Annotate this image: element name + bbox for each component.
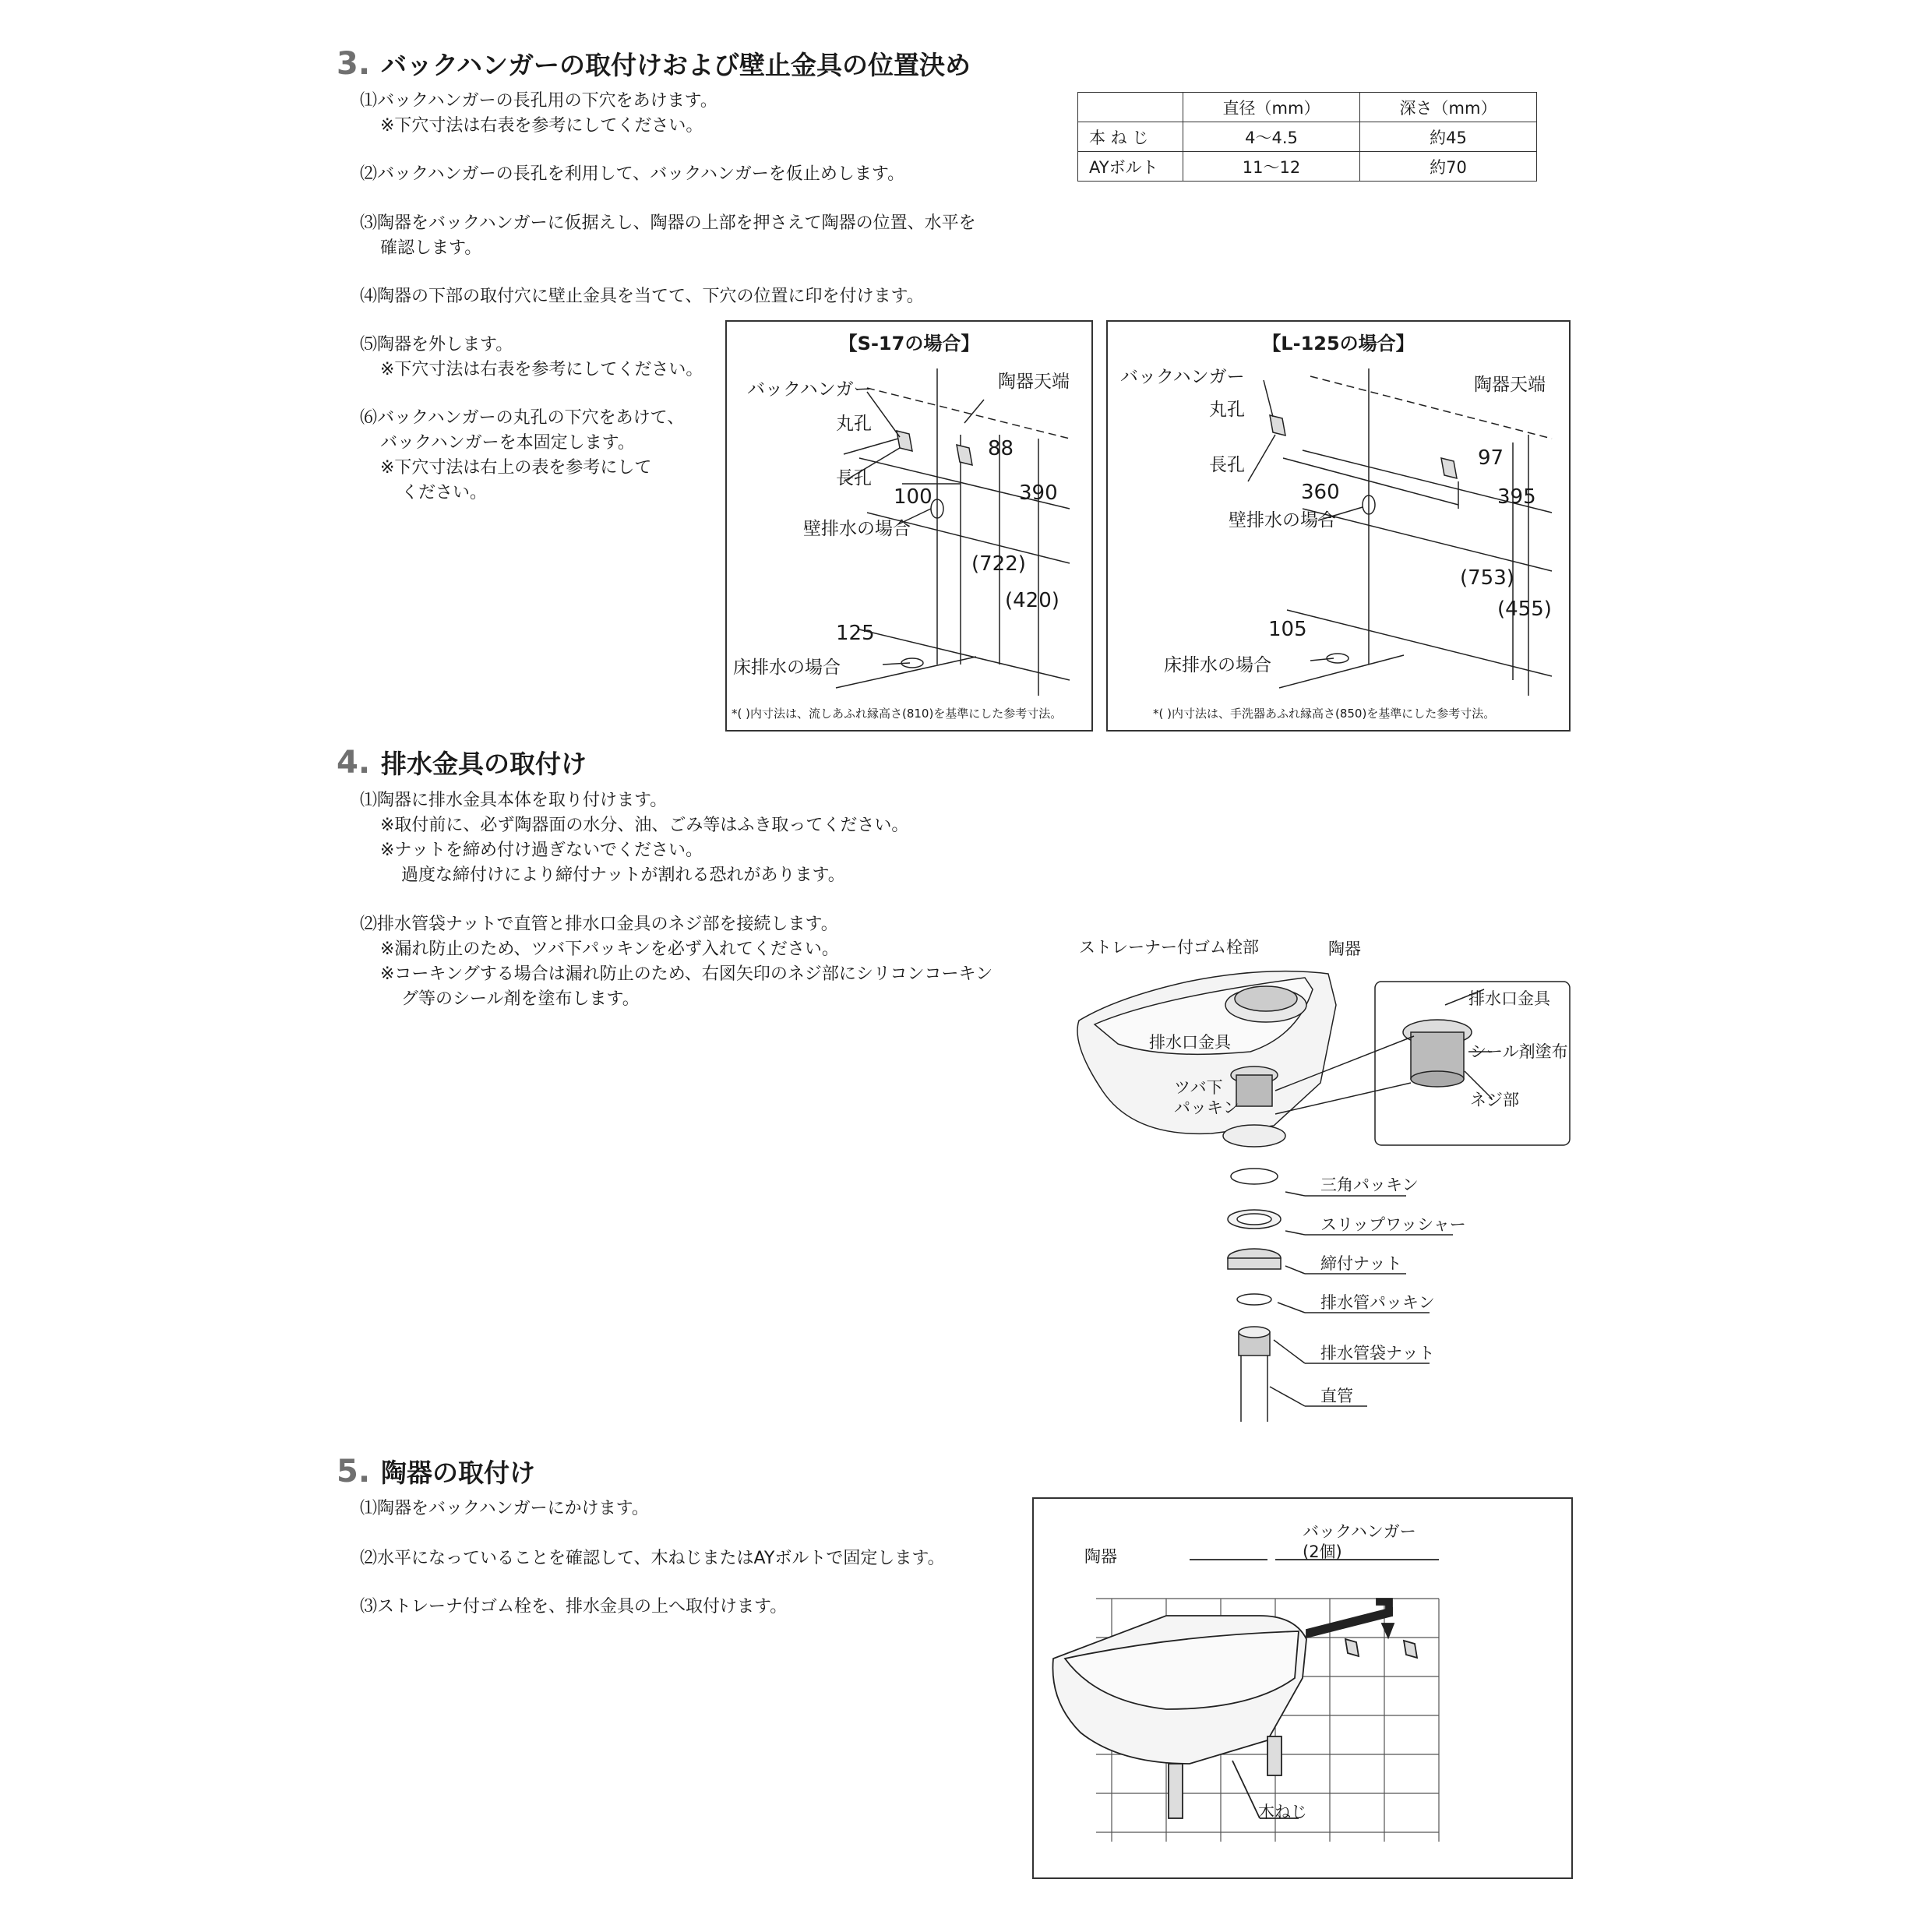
- section4-title: 排水金具の取付け: [381, 749, 587, 779]
- s5-step3: ⑶ストレーナ付ゴム栓を、排水金具の上へ取付けます。: [360, 1597, 788, 1616]
- table-cell: AYボルト: [1078, 152, 1183, 182]
- label-back-hanger: バックハンガー: [747, 379, 872, 400]
- table-cell: 約45: [1360, 122, 1537, 152]
- dim-390: 390: [1019, 481, 1058, 505]
- pilot-hole-table: [1077, 92, 1537, 182]
- s4-step2: ⑵排水管袋ナットで直管と排水口金具のネジ部を接続します。: [360, 915, 838, 934]
- s3-step2: ⑵バックハンガーの長孔を利用して、バックハンガーを仮止めします。: [360, 164, 905, 184]
- s5-step2: ⑵水平になっていることを確認して、木ねじまたはAYボルトで固定します。: [360, 1549, 945, 1568]
- dim-722: (722): [971, 552, 1026, 576]
- dim-88: 88: [988, 437, 1014, 460]
- s3-step5: ⑸陶器を外します。: [360, 335, 513, 354]
- s3-step1-note: ※下穴寸法は右表を参考にしてください。: [380, 116, 703, 136]
- s3-step5-note: ※下穴寸法は右表を参考にしてください。: [380, 360, 703, 379]
- label-wood-screw: 木ねじ: [1258, 1803, 1307, 1821]
- label-slip-washer: スリップワッシャー: [1320, 1215, 1466, 1234]
- table-cell: [1078, 93, 1183, 122]
- figure-l125-note: *( )内寸法は、手洗器あふれ縁高さ(850)を基準にした参考寸法。: [1153, 707, 1496, 721]
- table-cell: 直径（mm）: [1183, 93, 1360, 122]
- label-drain-fitting: 排水口金具: [1149, 1033, 1231, 1052]
- dim-753: (753): [1460, 566, 1514, 590]
- section5-heading: [337, 1453, 535, 1490]
- s4-step2-note3: グ等のシール剤を塗布します。: [401, 989, 640, 1009]
- s4-step2-note2: ※コーキングする場合は漏れ防止のため、右図矢印のネジ部にシリコンコーキン: [380, 964, 993, 984]
- s3-step4: ⑷陶器の下部の取付穴に壁止金具を当てて、下穴の位置に印を付けます。: [360, 287, 924, 306]
- label-back-hanger-count: (2個): [1303, 1542, 1342, 1561]
- label-back-hanger: バックハンガー: [1120, 367, 1245, 387]
- table-cell: 11〜12: [1183, 152, 1360, 182]
- label-drain-pipe-packing: 排水管パッキン: [1320, 1293, 1435, 1312]
- table-cell: 深さ（mm）: [1360, 93, 1537, 122]
- figure-s17-note: *( )内寸法は、流しあふれ縁高さ(810)を基準にした参考寸法。: [732, 707, 1063, 721]
- ceramic-mounting-figure: [1032, 1497, 1573, 1879]
- label-wall-drain: 壁排水の場合: [803, 519, 911, 539]
- figure-l125-title: 【L-125の場合】: [1262, 333, 1415, 354]
- label-triangle-packing: 三角パッキン: [1320, 1176, 1419, 1194]
- dim-97: 97: [1478, 446, 1504, 470]
- s3-step3-line1: ⑶陶器をバックハンガーに仮据えし、陶器の上部を押さえて陶器の位置、水平を: [360, 213, 976, 233]
- table-row: [1078, 122, 1537, 152]
- dim-100: 100: [894, 485, 933, 509]
- section5-number: 5.: [337, 1454, 371, 1490]
- s3-step6-note2: ください。: [401, 483, 488, 502]
- label-thread: ネジ部: [1470, 1091, 1519, 1109]
- section4-number: 4.: [337, 745, 371, 781]
- label-long-hole: 長孔: [836, 468, 872, 488]
- section4-heading: [337, 744, 587, 781]
- label-ceramic: 陶器: [1084, 1547, 1117, 1566]
- s4-step1-note1: ※取付前に、必ず陶器面の水分、油、ごみ等はふき取ってください。: [380, 816, 909, 835]
- label-round-hole: 丸孔: [836, 414, 872, 434]
- label-flange-packing-1: ツバ下: [1174, 1078, 1223, 1097]
- dim-455: (455): [1497, 598, 1552, 621]
- dim-360: 360: [1301, 481, 1340, 504]
- section3-title: バックハンガーの取付けおよび壁止金具の位置決め: [381, 50, 971, 80]
- drain-assembly-figure: [1071, 935, 1578, 1433]
- dim-125: 125: [836, 622, 875, 645]
- figure-l125: [1106, 320, 1571, 732]
- label-tightening-nut: 締付ナット: [1320, 1254, 1402, 1273]
- s3-step6-line2: バックハンガーを本固定します。: [380, 433, 635, 453]
- label-floor-drain: 床排水の場合: [1164, 655, 1271, 675]
- label-drain-pipe-nut: 排水管袋ナット: [1320, 1344, 1435, 1363]
- s5-step1: ⑴陶器をバックハンガーにかけます。: [360, 1499, 649, 1518]
- figure-s17: [725, 320, 1093, 732]
- s3-step6-line1: ⑹バックハンガーの丸孔の下穴をあけて、: [360, 408, 685, 428]
- s3-step6-note1: ※下穴寸法は右上の表を参考にして: [380, 458, 652, 478]
- dim-420: (420): [1005, 589, 1059, 612]
- dim-395: 395: [1497, 485, 1536, 509]
- label-floor-drain: 床排水の場合: [733, 658, 841, 678]
- label-round-hole: 丸孔: [1209, 400, 1245, 420]
- section5-title: 陶器の取付け: [381, 1458, 536, 1488]
- table-header-row: [1078, 93, 1537, 122]
- table-row: [1078, 152, 1537, 182]
- label-strainer: ストレーナー付ゴム栓部: [1079, 938, 1259, 957]
- s3-step1: ⑴バックハンガーの長孔用の下穴をあけます。: [360, 91, 717, 111]
- label-ceramic: 陶器: [1328, 940, 1361, 958]
- section3-heading: [337, 45, 971, 82]
- label-long-hole: 長孔: [1209, 455, 1245, 475]
- table-cell: 4〜4.5: [1183, 122, 1360, 152]
- s4-step2-note1: ※漏れ防止のため、ツバ下パッキンを必ず入れてください。: [380, 940, 839, 959]
- label-detail-drain-fitting: 排水口金具: [1468, 989, 1550, 1008]
- label-flange-packing-2: パッキン: [1174, 1098, 1239, 1117]
- s4-step1-note2: ※ナットを締め付け過ぎないでください。: [380, 841, 703, 860]
- label-straight-pipe: 直管: [1320, 1387, 1353, 1405]
- label-wall-drain: 壁排水の場合: [1229, 510, 1336, 531]
- figure-s17-title: 【S-17の場合】: [838, 333, 980, 354]
- dim-105: 105: [1268, 618, 1307, 641]
- s4-step1: ⑴陶器に排水金具本体を取り付けます。: [360, 791, 668, 810]
- label-sealant: シール剤塗布: [1470, 1042, 1568, 1061]
- table-cell: 本 ね じ: [1078, 122, 1183, 152]
- table-cell: 約70: [1360, 152, 1537, 182]
- s4-step1-note3: 過度な締付けにより締付ナットが割れる恐れがあります。: [401, 866, 845, 885]
- label-top-edge: 陶器天端: [998, 372, 1070, 392]
- label-top-edge: 陶器天端: [1474, 375, 1546, 395]
- label-back-hanger: バックハンガー: [1303, 1522, 1416, 1541]
- s3-step3-line2: 確認します。: [380, 238, 482, 258]
- section3-number: 3.: [337, 46, 371, 82]
